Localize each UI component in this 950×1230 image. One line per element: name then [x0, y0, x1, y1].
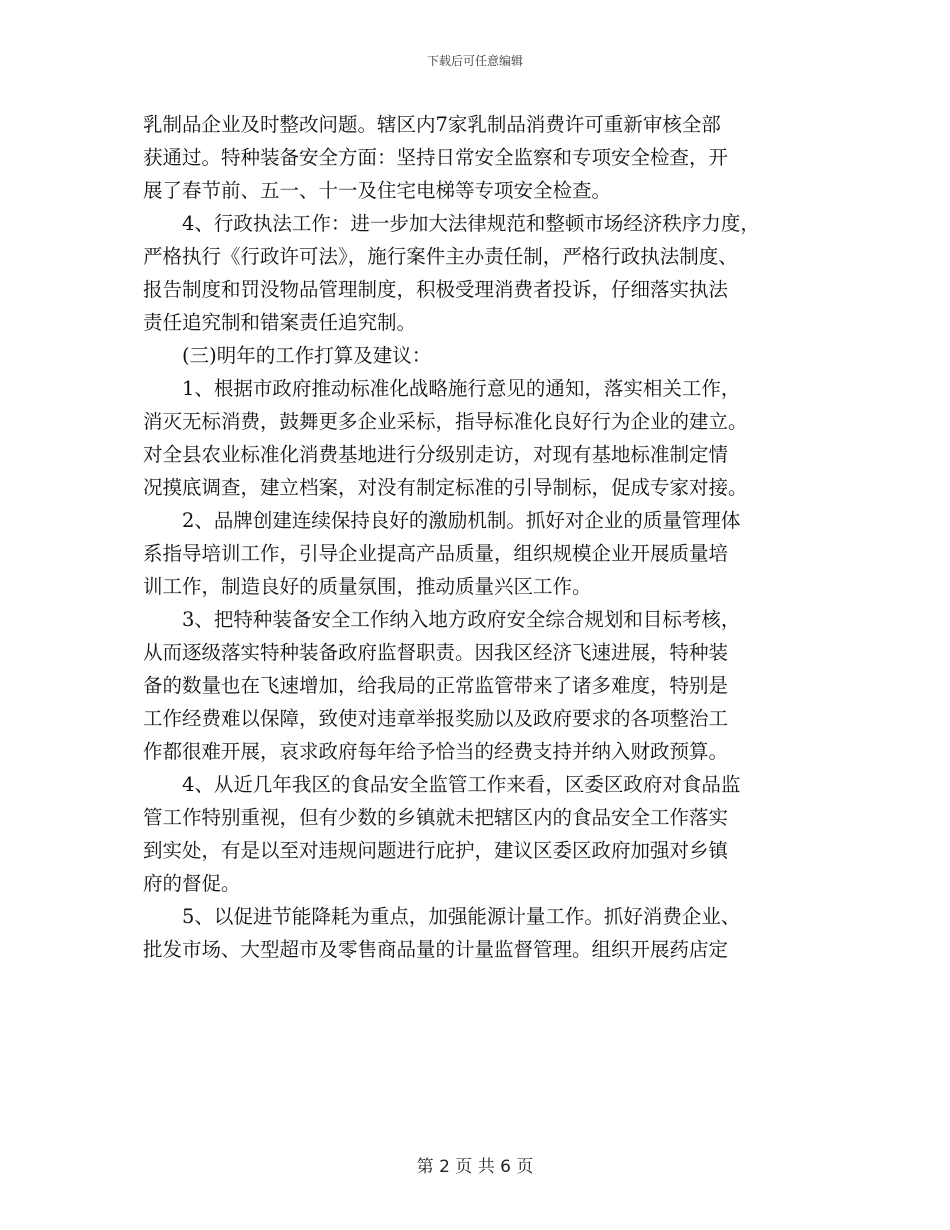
text-line: 5、以促进节能降耗为重点，加强能源计量工作。抓好消费企业、 [143, 905, 741, 928]
text-line: 批发市场、大型超市及零售商品量的计量监督管理。组织开展药店定 [143, 938, 729, 961]
text-line: 获通过。特种装备安全方面：坚持日常安全监察和专项安全检查，开 [143, 146, 729, 169]
text-line: 2、品牌创建连续保持良好的激励机制。抓好对企业的质量管理体 [143, 509, 741, 532]
text-line: 1、根据市政府推动标准化战略施行意见的通知，落实相关工作， [143, 377, 741, 400]
text-line: 消灭无标消费，鼓舞更多企业采标，指导标准化良好行为企业的建立。 [143, 410, 748, 433]
page-header: 下载后可任意编辑 [426, 54, 523, 68]
page-number: 第 2 页 共 6 页 [416, 1157, 534, 1177]
section-heading: (三)明年的工作打算及建议： [143, 344, 432, 367]
text-line: 况摸底调查，建立档案，对没有制定标准的引导制标，促成专家对接。 [143, 476, 748, 499]
text-line: 到实处，有是以至对违规问题进行庇护，建议区委区政府加强对乡镇 [143, 839, 729, 862]
text-line: 报告制度和罚没物品管理制度，积极受理消费者投诉，仔细落实执法 [143, 278, 729, 301]
text-line: 对全县农业标准化消费基地进行分级别走访，对现有基地标准制定情 [143, 443, 729, 466]
text-line: 4、从近几年我区的食品安全监管工作来看，区委区政府对食品监 [143, 773, 741, 796]
text-line: 严格执行《行政许可法》，施行案件主办责任制，严格行政执法制度、 [143, 245, 738, 268]
text-line: 训工作，制造良好的质量氛围，推动质量兴区工作。 [143, 575, 592, 598]
document-body [143, 108, 813, 966]
text-line: 府的督促。 [143, 872, 241, 895]
text-line: 系指导培训工作，引导企业提高产品质量，组织规模企业开展质量培 [143, 542, 729, 565]
text-line: 3、把特种装备安全工作纳入地方政府安全综合规划和目标考核， [143, 608, 741, 631]
text-line: 责任追究制和错案责任追究制。 [143, 311, 417, 334]
text-line: 作都很难开展，哀求政府每年给予恰当的经费支持并纳入财政预算。 [143, 740, 729, 763]
text-line: 工作经费难以保障，致使对违章举报奖励以及政府要求的各项整治工 [143, 707, 729, 730]
text-line: 4、行政执法工作：进一步加大法律规范和整顿市场经济秩序力度， [143, 212, 760, 235]
text-line: 乳制品企业及时整改问题。辖区内7家乳制品消费许可重新审核全部 [143, 113, 721, 136]
text-line: 管工作特别重视，但有少数的乡镇就未把辖区内的食品安全工作落实 [143, 806, 729, 829]
text-line: 展了春节前、五一、十一及住宅电梯等专项安全检查。 [143, 179, 612, 202]
text-line: 从而逐级落实特种装备政府监督职责。因我区经济飞速进展，特种装 [143, 641, 729, 664]
text-line: 备的数量也在飞速增加，给我局的正常监管带来了诸多难度，特别是 [143, 674, 729, 697]
